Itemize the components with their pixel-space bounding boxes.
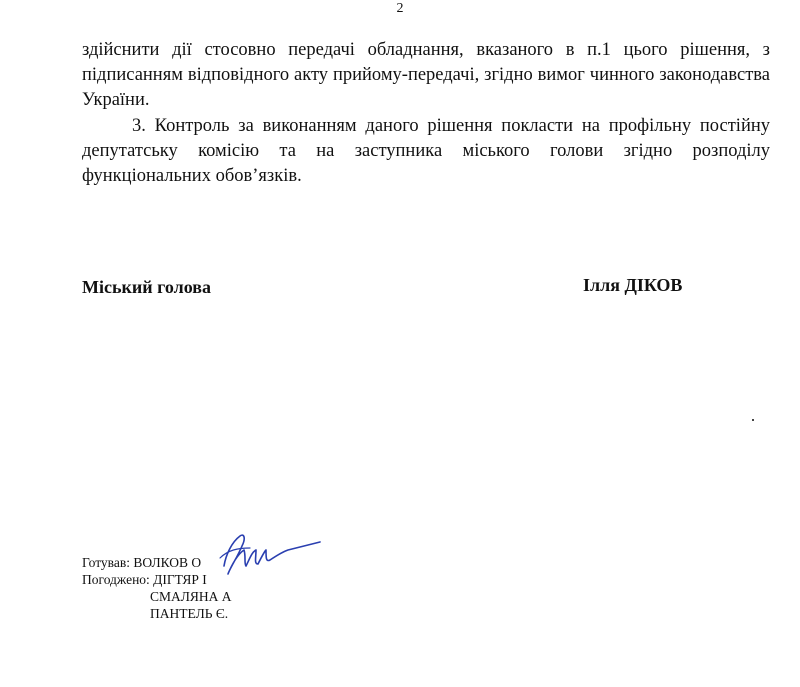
agreed-by-1: ДІГТЯР І	[153, 572, 207, 587]
paragraph-1-text: здійснити дії стосовно передачі обладнання, вказаного в п.1 цього рішення, з підписанням відповідного акту прийому-передачі, згідно вимог чинного законодавства України.	[82, 40, 770, 110]
signatory-name: Ілля ДІКОВ	[583, 275, 683, 295]
handwritten-signature	[216, 528, 326, 578]
agreed-by-2: СМАЛЯНА А	[150, 589, 232, 604]
agreed-by-3: ПАНТЕЛЬ Є.	[150, 606, 229, 621]
prepared-label: Готував:	[82, 555, 130, 570]
paragraph-2	[82, 114, 770, 189]
prepared-by: ВОЛКОВ О	[133, 555, 202, 570]
scan-speck	[752, 419, 754, 421]
agreed-row-3	[82, 605, 232, 622]
paragraph-2-text: 3. Контроль за виконанням даного рішення покласти на профільну постійну депутатську комісію та на заступника міського голови згідно розподілу функціональних обов’язків.	[82, 116, 770, 186]
prepared-row	[82, 554, 232, 571]
signatory-role: Міський голова	[82, 277, 211, 297]
agreed-row	[82, 571, 232, 588]
approval-block	[82, 554, 232, 622]
page-number: 2	[396, 1, 404, 16]
paragraph-1	[82, 38, 770, 113]
agreed-row-2	[82, 588, 232, 605]
agreed-label: Погоджено:	[82, 572, 150, 587]
